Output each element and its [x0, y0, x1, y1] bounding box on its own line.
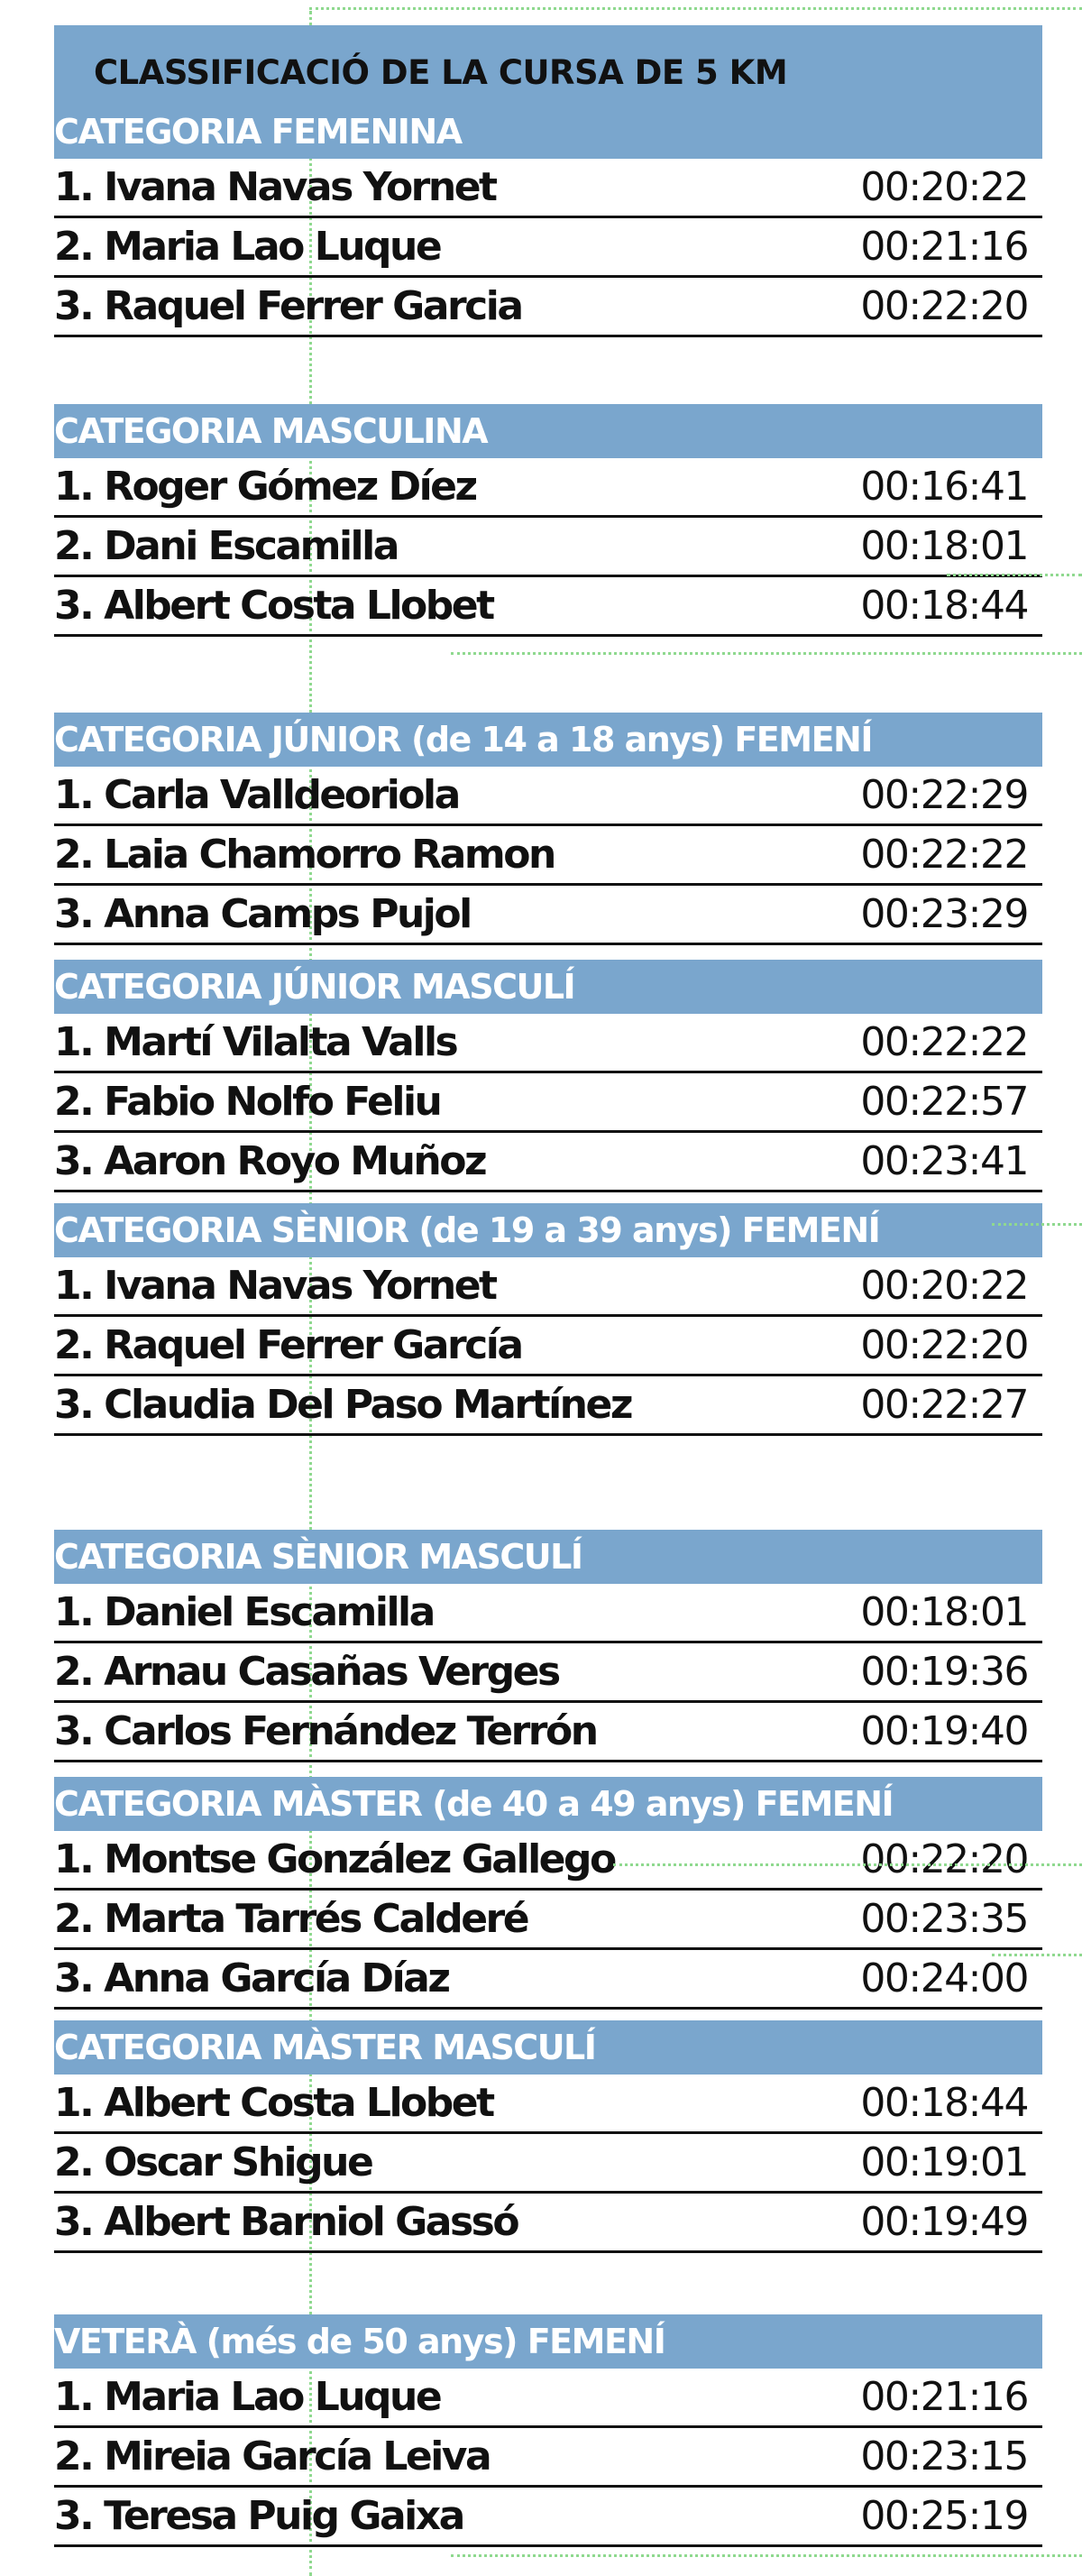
- layout-guide-horizontal: [451, 652, 1082, 655]
- category-header: [54, 404, 1042, 458]
- result-row: [54, 2194, 1042, 2253]
- category-section: [54, 713, 1042, 945]
- runner-name: 3. Albert Barniol Gassó: [54, 2199, 518, 2245]
- runner-name: 3. Aaron Royo Muñoz: [54, 1138, 486, 1184]
- category-title: CATEGORIA MASCULINA: [54, 411, 488, 451]
- runner-name: 1. Carla Valldeoriola: [54, 772, 459, 818]
- result-row: [54, 1703, 1042, 1762]
- runner-name: 1. Roger Gómez Díez: [54, 464, 476, 510]
- category-header: [54, 2020, 1042, 2075]
- results-table: [54, 25, 1042, 2539]
- runner-name: 1. Albert Costa Llobet: [54, 2080, 493, 2126]
- runner-name: 1. Daniel Escamilla: [54, 1589, 434, 1635]
- category-header: [54, 960, 1042, 1014]
- category-section: [54, 1530, 1042, 1762]
- result-row: [54, 218, 1042, 278]
- runner-name: 2. Mireia García Leiva: [54, 2433, 491, 2479]
- finish-time: 00:23:41: [860, 1138, 1028, 1184]
- result-row: [54, 1831, 1042, 1891]
- finish-time: 00:22:57: [860, 1079, 1028, 1125]
- layout-guide-horizontal: [992, 1954, 1082, 1956]
- runner-name: 3. Anna García Díaz: [54, 1955, 449, 2001]
- layout-guide-horizontal: [451, 2554, 1082, 2557]
- finish-time: 00:18:44: [860, 583, 1028, 629]
- result-row: [54, 1317, 1042, 1376]
- runner-name: 3. Anna Camps Pujol: [54, 891, 471, 937]
- category-section: [54, 404, 1042, 637]
- category-title: CATEGORIA FEMENINA: [54, 112, 462, 152]
- finish-time: 00:25:19: [860, 2493, 1028, 2539]
- result-row: [54, 1257, 1042, 1317]
- finish-time: 00:22:20: [860, 1322, 1028, 1368]
- result-row: [54, 1376, 1042, 1436]
- finish-time: 00:24:00: [860, 1955, 1028, 2001]
- runner-name: 2. Marta Tarrés Calderé: [54, 1896, 528, 1942]
- runner-name: 3. Carlos Fernández Terrón: [54, 1708, 597, 1754]
- result-row: [54, 886, 1042, 945]
- category-title: CATEGORIA SÈNIOR (de 19 a 39 anys) FEMENÍ: [54, 1210, 880, 1250]
- category-title: CATEGORIA JÚNIOR (de 14 a 18 anys) FEMENÍ: [54, 720, 872, 759]
- finish-time: 00:22:20: [860, 283, 1028, 329]
- result-row: [54, 2369, 1042, 2428]
- finish-time: 00:18:01: [860, 1589, 1028, 1635]
- runner-name: 2. Laia Chamorro Ramon: [54, 832, 555, 878]
- category-title: VETERÀ (més de 50 anys) FEMENÍ: [54, 2322, 665, 2361]
- result-row: [54, 1643, 1042, 1703]
- runner-name: 2. Maria Lao Luque: [54, 224, 441, 270]
- finish-time: 00:21:16: [860, 224, 1028, 270]
- finish-time: 00:20:22: [860, 164, 1028, 210]
- finish-time: 00:19:36: [860, 1649, 1028, 1695]
- result-row: [54, 2075, 1042, 2134]
- layout-guide-horizontal: [309, 7, 1082, 10]
- runner-name: 3. Teresa Puig Gaixa: [54, 2493, 463, 2539]
- result-row: [54, 278, 1042, 337]
- result-row: [54, 2428, 1042, 2488]
- category-section: [54, 2314, 1042, 2547]
- result-row: [54, 1891, 1042, 1950]
- result-row: [54, 518, 1042, 577]
- runner-name: 1. Montse González Gallego: [54, 1836, 615, 1882]
- result-row: [54, 1584, 1042, 1643]
- runner-name: 2. Fabio Nolfo Feliu: [54, 1079, 441, 1125]
- category-section: [54, 960, 1042, 1192]
- runner-name: 1. Martí Vilalta Valls: [54, 1019, 457, 1065]
- finish-time: 00:22:27: [860, 1382, 1028, 1428]
- result-row: [54, 826, 1042, 886]
- result-row: [54, 458, 1042, 518]
- category-section: [54, 1777, 1042, 2010]
- finish-time: 00:22:20: [860, 1836, 1028, 1882]
- category-title: CATEGORIA SÈNIOR MASCULÍ: [54, 1537, 582, 1577]
- runner-name: 1. Ivana Navas Yornet: [54, 1263, 496, 1309]
- category-title: CATEGORIA JÚNIOR MASCULÍ: [54, 967, 575, 1007]
- finish-time: 00:19:01: [860, 2139, 1028, 2185]
- result-row: [54, 1014, 1042, 1073]
- runner-name: 2. Dani Escamilla: [54, 523, 398, 569]
- runner-name: 3. Claudia Del Paso Martínez: [54, 1382, 631, 1428]
- runner-name: 2. Raquel Ferrer García: [54, 1322, 522, 1368]
- layout-guide-horizontal: [613, 1863, 1082, 1866]
- result-row: [54, 1133, 1042, 1192]
- finish-time: 00:23:29: [860, 891, 1028, 937]
- finish-time: 00:18:01: [860, 523, 1028, 569]
- category-header: [54, 1777, 1042, 1831]
- finish-time: 00:22:29: [860, 772, 1028, 818]
- finish-time: 00:21:16: [860, 2374, 1028, 2420]
- result-row: [54, 2134, 1042, 2194]
- finish-time: 00:23:15: [860, 2433, 1028, 2479]
- finish-time: 00:19:49: [860, 2199, 1028, 2245]
- category-header: [54, 1530, 1042, 1584]
- finish-time: 00:18:44: [860, 2080, 1028, 2126]
- result-row: [54, 1073, 1042, 1133]
- layout-guide-horizontal: [947, 574, 1082, 576]
- result-row: [54, 2488, 1042, 2547]
- category-section: [54, 105, 1042, 337]
- finish-time: 00:20:22: [860, 1263, 1028, 1309]
- runner-name: 3. Albert Costa Llobet: [54, 583, 493, 629]
- finish-time: 00:23:35: [860, 1896, 1028, 1942]
- finish-time: 00:16:41: [860, 464, 1028, 510]
- page-title: CLASSIFICACIÓ DE LA CURSA DE 5 KM: [94, 52, 788, 92]
- result-row: [54, 577, 1042, 637]
- runner-name: 2. Oscar Shigue: [54, 2139, 372, 2185]
- result-row: [54, 159, 1042, 218]
- runner-name: 1. Ivana Navas Yornet: [54, 164, 496, 210]
- category-header: [54, 713, 1042, 767]
- category-header: [54, 1203, 1042, 1257]
- layout-guide-horizontal: [992, 1223, 1082, 1226]
- finish-time: 00:19:40: [860, 1708, 1028, 1754]
- category-title: CATEGORIA MÀSTER MASCULÍ: [54, 2028, 596, 2067]
- category-header: [54, 2314, 1042, 2369]
- finish-time: 00:22:22: [860, 1019, 1028, 1065]
- runner-name: 1. Maria Lao Luque: [54, 2374, 441, 2420]
- category-section: [54, 2020, 1042, 2253]
- runner-name: 3. Raquel Ferrer Garcia: [54, 283, 522, 329]
- result-row: [54, 1950, 1042, 2010]
- finish-time: 00:22:22: [860, 832, 1028, 878]
- result-row: [54, 767, 1042, 826]
- category-title: CATEGORIA MÀSTER (de 40 a 49 anys) FEMENÍ: [54, 1784, 894, 1824]
- category-section: [54, 1203, 1042, 1436]
- category-header: [54, 105, 1042, 159]
- runner-name: 2. Arnau Casañas Verges: [54, 1649, 559, 1695]
